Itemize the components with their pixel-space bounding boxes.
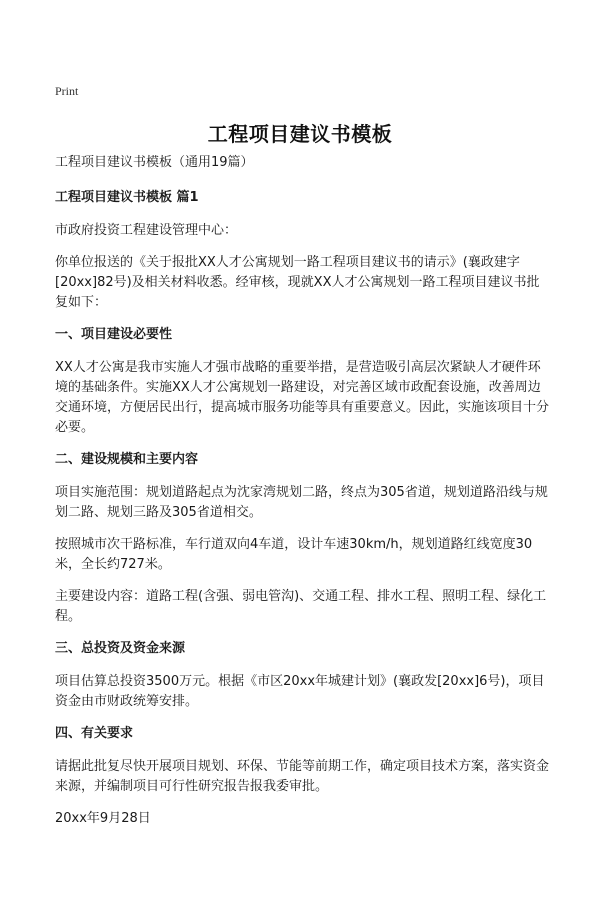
heading-necessity: 一、项目建设必要性 [55,327,173,342]
print-link[interactable]: Print [55,84,79,98]
heading-scale: 二、建设规模和主要内容 [55,452,199,467]
intro-paragraph: 你单位报送的《关于报批XX人才公寓规划一路工程项目建议书的请示》(襄政建字[20xx]82号)及相关材料收悉。经审核，现就XX人才公寓规划一路工程项目建议书批复如下： [55,255,540,310]
section-heading: 工程项目建议书模板 篇1 [55,190,199,205]
document-body [55,153,550,841]
paragraph-requirements: 请据此批复尽快开展项目规划、环保、节能等前期工作，确定项目技术方案，落实资金来源，并编制项目可行性研究报告报我委审批。 [55,759,550,794]
heading-investment: 三、总投资及资金来源 [55,641,186,656]
document-subtitle: 工程项目建议书模板（通用19篇） [55,155,254,170]
paragraph-content: 主要建设内容：道路工程(含强、弱电管沟)、交通工程、排水工程、照明工程、绿化工程。 [55,589,547,624]
paragraph-scope: 项目实施范围：规划道路起点为沈家湾规划二路，终点为305省道，规划道路沿线与规划二路、规划三路及305省道相交。 [55,485,548,520]
heading-requirements: 四、有关要求 [55,726,134,741]
document-date: 20xx年9月28日 [55,811,151,826]
paragraph-standard: 按照城市次干路标准，车行道双向4车道，设计车速30km/h，规划道路红线宽度30米，全长约727米。 [55,537,533,572]
addressee: 市政府投资工程建设管理中心： [55,223,238,238]
page-title: 工程项目建议书模板 [207,122,393,146]
paragraph-necessity: XX人才公寓是我市实施人才强市战略的重要举措，是营造吸引高层次紧缺人才硬件环境的基础条件。实施XX人才公寓规划一路建设，对完善区域市政配套设施，改善周边交通环境，方便居民出行，提高城市服务功能等具有重要意义。因此，实施该项目十分必要。 [55,360,550,435]
paragraph-investment: 项目估算总投资3500万元。根据《市区20xx年城建计划》(襄政发[20xx]6号)，项目资金由市财政统筹安排。 [55,674,545,709]
